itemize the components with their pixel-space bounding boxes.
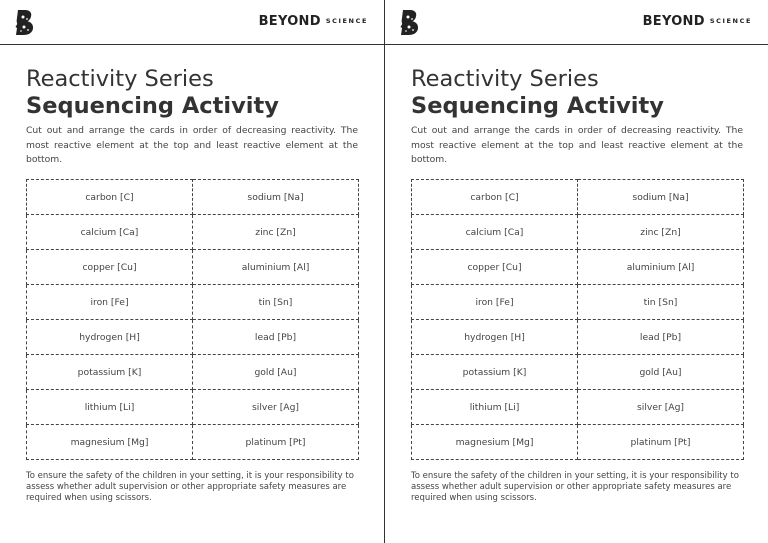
element-card: lithium [Li] xyxy=(27,390,193,425)
element-card: potassium [K] xyxy=(412,355,578,390)
card-row xyxy=(27,390,359,425)
element-card: zinc [Zn] xyxy=(193,215,359,250)
card-row xyxy=(412,425,744,460)
brand-tagline: SCIENCE xyxy=(709,17,752,25)
brand-name: BEYOND xyxy=(258,14,321,29)
page-title xyxy=(26,66,366,120)
card-row xyxy=(412,180,744,215)
card-row xyxy=(27,250,359,285)
element-card: sodium [Na] xyxy=(578,180,744,215)
element-card: carbon [C] xyxy=(27,180,193,215)
element-card: zinc [Zn] xyxy=(578,215,744,250)
element-card: silver [Ag] xyxy=(578,390,744,425)
element-card: calcium [Ca] xyxy=(27,215,193,250)
beyond-logo-icon xyxy=(399,9,421,36)
element-card: hydrogen [H] xyxy=(412,320,578,355)
element-card: potassium [K] xyxy=(27,355,193,390)
card-row xyxy=(27,215,359,250)
element-card: tin [Sn] xyxy=(193,285,359,320)
card-row xyxy=(412,250,744,285)
card-row xyxy=(412,285,744,320)
element-card: gold [Au] xyxy=(193,355,359,390)
title-bold: Sequencing Activity xyxy=(26,93,279,119)
brand-wordmark xyxy=(643,14,752,29)
element-card: tin [Sn] xyxy=(578,285,744,320)
title-bold: Sequencing Activity xyxy=(411,93,664,119)
element-cards-grid xyxy=(411,179,744,460)
element-card: aluminium [Al] xyxy=(578,250,744,285)
card-row xyxy=(27,355,359,390)
element-card: copper [Cu] xyxy=(27,250,193,285)
brand-tagline: SCIENCE xyxy=(325,17,368,25)
card-row xyxy=(412,320,744,355)
element-card: platinum [Pt] xyxy=(193,425,359,460)
element-card: lead [Pb] xyxy=(193,320,359,355)
element-card: carbon [C] xyxy=(412,180,578,215)
safety-note: To ensure the safety of the children in your setting, it is your responsibility to assess whether adult supervision or other appropriate safety measures are required when using scissors. xyxy=(26,471,354,503)
element-card: copper [Cu] xyxy=(412,250,578,285)
element-card: aluminium [Al] xyxy=(193,250,359,285)
brand-wordmark xyxy=(259,14,368,29)
element-card: sodium [Na] xyxy=(193,180,359,215)
safety-note: To ensure the safety of the children in your setting, it is your responsibility to assess whether adult supervision or other appropriate safety measures are required when using scissors. xyxy=(411,471,739,503)
card-row xyxy=(412,355,744,390)
card-row xyxy=(412,215,744,250)
card-row xyxy=(412,390,744,425)
element-card: magnesium [Mg] xyxy=(412,425,578,460)
element-card: iron [Fe] xyxy=(412,285,578,320)
title-regular: Reactivity Series xyxy=(411,66,599,92)
card-row xyxy=(27,285,359,320)
element-card: hydrogen [H] xyxy=(27,320,193,355)
card-row xyxy=(27,425,359,460)
instructions: Cut out and arrange the cards in order of decreasing reactivity. The most reactive element at the top and least reactive element at the bottom. xyxy=(26,125,358,165)
page-header xyxy=(385,0,768,45)
worksheet-page-right xyxy=(384,0,768,543)
element-card: magnesium [Mg] xyxy=(27,425,193,460)
brand-name: BEYOND xyxy=(642,14,705,29)
element-cards-grid xyxy=(26,179,359,460)
beyond-logo-icon xyxy=(14,9,36,36)
element-card: lead [Pb] xyxy=(578,320,744,355)
card-row xyxy=(27,180,359,215)
element-card: lithium [Li] xyxy=(412,390,578,425)
element-card: iron [Fe] xyxy=(27,285,193,320)
instructions: Cut out and arrange the cards in order of decreasing reactivity. The most reactive element at the top and least reactive element at the bottom. xyxy=(411,125,743,165)
page-title xyxy=(411,66,751,120)
card-row xyxy=(27,320,359,355)
page-header xyxy=(0,0,384,45)
element-card: calcium [Ca] xyxy=(412,215,578,250)
element-card: gold [Au] xyxy=(578,355,744,390)
title-regular: Reactivity Series xyxy=(26,66,214,92)
element-card: platinum [Pt] xyxy=(578,425,744,460)
element-card: silver [Ag] xyxy=(193,390,359,425)
